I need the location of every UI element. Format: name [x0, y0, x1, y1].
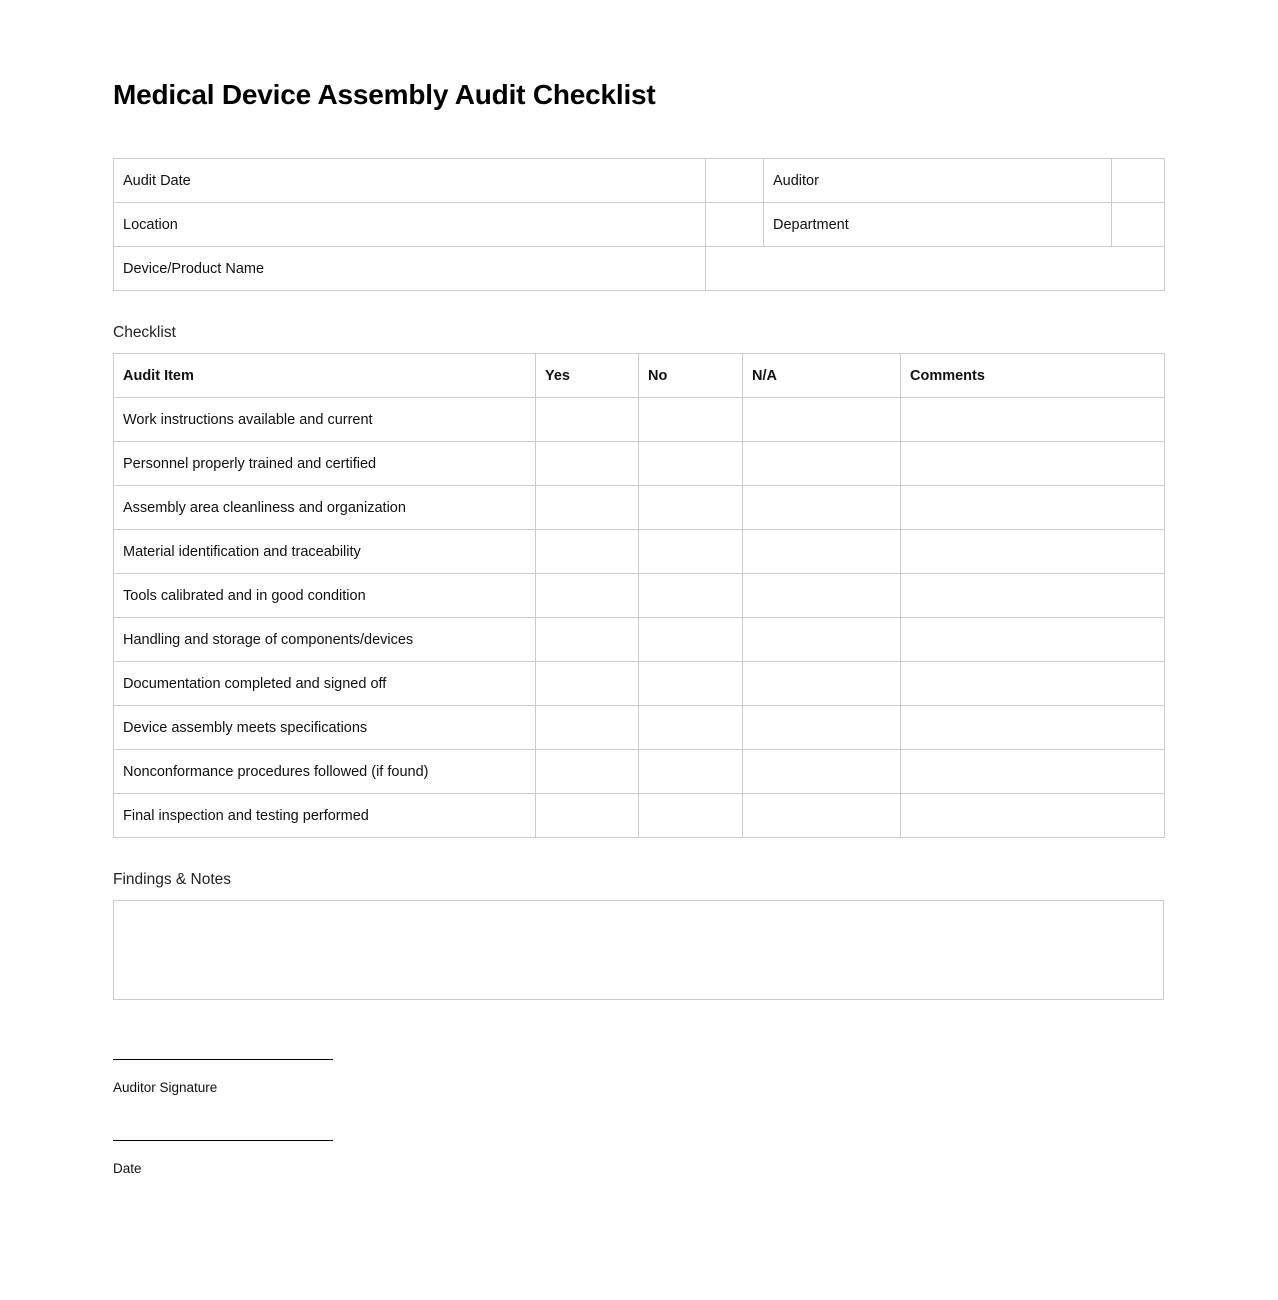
table-row — [114, 203, 1165, 247]
info-label-department: Department — [764, 203, 1112, 247]
checklist-cell-na[interactable] — [743, 662, 901, 706]
checklist-item-label: Device assembly meets specifications — [114, 706, 536, 750]
auditor-signature-block — [113, 1000, 1165, 1095]
checklist-cell-yes[interactable] — [536, 442, 639, 486]
auditor-signature-caption: Auditor Signature — [113, 1080, 218, 1095]
checklist-cell-no[interactable] — [639, 794, 743, 838]
info-value-auditor[interactable] — [1112, 159, 1165, 203]
checklist-item-label: Handling and storage of components/devices — [114, 618, 536, 662]
checklist-cell-comments[interactable] — [901, 398, 1165, 442]
table-row — [114, 662, 1165, 706]
checklist-item-label: Nonconformance procedures followed (if found) — [114, 750, 536, 794]
checklist-cell-yes[interactable] — [536, 706, 639, 750]
checklist-cell-na[interactable] — [743, 398, 901, 442]
info-label-audit-date: Audit Date — [114, 159, 706, 203]
checklist-cell-na[interactable] — [743, 794, 901, 838]
checklist-cell-no[interactable] — [639, 486, 743, 530]
checklist-cell-yes[interactable] — [536, 618, 639, 662]
info-label-auditor: Auditor — [764, 159, 1112, 203]
table-row — [114, 442, 1165, 486]
checklist-cell-comments[interactable] — [901, 486, 1165, 530]
date-signature-block — [113, 1095, 1165, 1176]
checklist-item-label: Assembly area cleanliness and organization — [114, 486, 536, 530]
checklist-cell-yes[interactable] — [536, 574, 639, 618]
checklist-cell-yes[interactable] — [536, 750, 639, 794]
info-value-department[interactable] — [1112, 203, 1165, 247]
checklist-cell-no[interactable] — [639, 662, 743, 706]
checklist-cell-no[interactable] — [639, 530, 743, 574]
checklist-item-label: Material identification and traceability — [114, 530, 536, 574]
page-title: Medical Device Assembly Audit Checklist — [113, 79, 656, 110]
checklist-header-row — [114, 354, 1165, 398]
checklist-cell-na[interactable] — [743, 706, 901, 750]
column-header-no: No — [639, 354, 743, 398]
checklist-cell-yes[interactable] — [536, 398, 639, 442]
info-label-device-name: Device/Product Name — [114, 247, 706, 291]
checklist-cell-no[interactable] — [639, 398, 743, 442]
table-row — [114, 750, 1165, 794]
column-header-na: N/A — [743, 354, 901, 398]
checklist-cell-comments[interactable] — [901, 530, 1165, 574]
checklist-cell-comments[interactable] — [901, 574, 1165, 618]
checklist-item-label: Personnel properly trained and certified — [114, 442, 536, 486]
info-value-location[interactable] — [706, 203, 764, 247]
table-row — [114, 706, 1165, 750]
checklist-section-label: Checklist — [113, 324, 176, 341]
checklist-cell-yes[interactable] — [536, 662, 639, 706]
info-value-device-name[interactable] — [706, 247, 1165, 291]
findings-section-label: Findings & Notes — [113, 871, 232, 888]
checklist-cell-comments[interactable] — [901, 750, 1165, 794]
checklist-cell-yes[interactable] — [536, 794, 639, 838]
table-row — [114, 247, 1165, 291]
table-row — [114, 574, 1165, 618]
checklist-cell-no[interactable] — [639, 618, 743, 662]
checklist-cell-na[interactable] — [743, 750, 901, 794]
checklist-item-label: Final inspection and testing performed — [114, 794, 536, 838]
column-header-audit-item: Audit Item — [114, 354, 536, 398]
table-row — [114, 486, 1165, 530]
checklist-cell-na[interactable] — [743, 486, 901, 530]
checklist-cell-yes[interactable] — [536, 486, 639, 530]
checklist-cell-na[interactable] — [743, 574, 901, 618]
table-row — [114, 618, 1165, 662]
audit-info-table — [113, 158, 1165, 291]
checklist-cell-no[interactable] — [639, 750, 743, 794]
info-label-location: Location — [114, 203, 706, 247]
checklist-cell-na[interactable] — [743, 618, 901, 662]
table-row — [114, 530, 1165, 574]
checklist-cell-no[interactable] — [639, 706, 743, 750]
findings-notes-input[interactable] — [113, 900, 1164, 1000]
table-row — [114, 794, 1165, 838]
checklist-cell-no[interactable] — [639, 442, 743, 486]
checklist-cell-comments[interactable] — [901, 706, 1165, 750]
checklist-cell-comments[interactable] — [901, 442, 1165, 486]
checklist-cell-yes[interactable] — [536, 530, 639, 574]
checklist-cell-comments[interactable] — [901, 662, 1165, 706]
checklist-table — [113, 353, 1165, 838]
checklist-item-label: Tools calibrated and in good condition — [114, 574, 536, 618]
column-header-comments: Comments — [901, 354, 1165, 398]
info-value-audit-date[interactable] — [706, 159, 764, 203]
checklist-item-label: Work instructions available and current — [114, 398, 536, 442]
column-header-yes: Yes — [536, 354, 639, 398]
table-row — [114, 159, 1165, 203]
checklist-cell-na[interactable] — [743, 530, 901, 574]
checklist-cell-no[interactable] — [639, 574, 743, 618]
table-row — [114, 398, 1165, 442]
checklist-item-label: Documentation completed and signed off — [114, 662, 536, 706]
date-caption: Date — [113, 1161, 142, 1176]
checklist-cell-na[interactable] — [743, 442, 901, 486]
checklist-cell-comments[interactable] — [901, 794, 1165, 838]
checklist-cell-comments[interactable] — [901, 618, 1165, 662]
